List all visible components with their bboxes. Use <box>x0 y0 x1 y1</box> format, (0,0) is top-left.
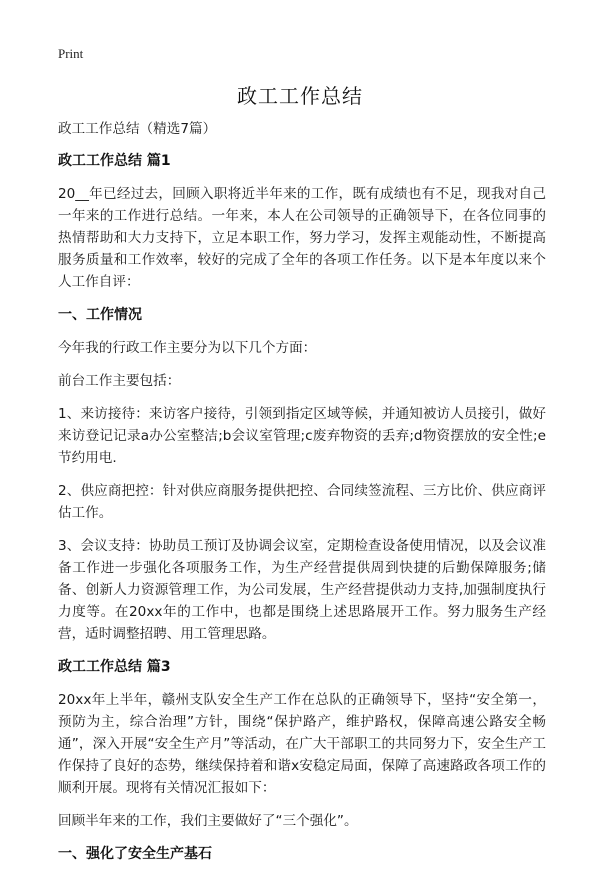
section1-heading: 政工工作总结 篇1 <box>58 153 171 169</box>
section3-para1: 回顾半年来的工作，我们主要做好了“三个强化”。 <box>58 813 358 829</box>
document-title: 政工工作总结 <box>237 84 363 108</box>
section3-intro: 20xx年上半年，赣州支队安全生产工作在总队的正确领导下，坚持“安全第一，预防为主，综合治理”方针，围绕“保护路产，维护路权，保障高速公路安全畅通”，深入开展“安全生产月”等活动，在广大干部职工的共同努力下，安全生产工作保持了良好的态势，继续保持着和谐x安稳定局面，保障了高速路政各项工作的顺利开展。现将有关情况汇报如下： <box>58 692 546 796</box>
section1-item3: 3、会议支持：协助员工预订及协调会议室，定期检查设备使用情况，以及会议准备工作进一步强化各项服务工作，为生产经营提供周到快捷的后勤保障服务;储备、创新人力资源管理工作，为公司发展，生产经营提供动力支持,加强制度执行力度等。在20xx年的工作中，也都是围绕上述思路展开工作。努力服务生产经营，适时调整招聘、用工管理思路。 <box>58 538 546 642</box>
section3-subheading: 一、强化了安全生产基石 <box>58 846 212 862</box>
print-label: Print <box>58 46 84 61</box>
document-subtitle: 政工工作总结（精选7篇） <box>58 121 217 137</box>
section1-para2: 前台工作主要包括： <box>58 373 181 389</box>
document-body <box>58 118 546 876</box>
section1-item2: 2、供应商把控：针对供应商服务提供把控、合同续签流程、三方比价、供应商评估工作。 <box>58 483 546 521</box>
section1-item1: 1、来访接待：来访客户接待，引领到指定区域等候，并通知被访人员接引，做好来访登记记录a办公室整洁;b会议室管理;c废弃物资的丢弃;d物资摆放的安全性;e节约用电. <box>58 406 546 466</box>
section3-heading: 政工工作总结 篇3 <box>58 659 171 675</box>
section1-intro: 20__年已经过去，回顾入职将近半年来的工作，既有成绩也有不足，现我对自己一年来的工作进行总结。一年来，本人在公司领导的正确领导下，在各位同事的热情帮助和大力支持下，立足本职工作，努力学习，发挥主观能动性，不断提高服务质量和工作效率，较好的完成了全年的各项工作任务。以下是本年度以来个人工作自评： <box>58 186 546 290</box>
section1-para1: 今年我的行政工作主要分为以下几个方面： <box>58 340 317 356</box>
section1-subheading: 一、工作情况 <box>58 307 142 323</box>
